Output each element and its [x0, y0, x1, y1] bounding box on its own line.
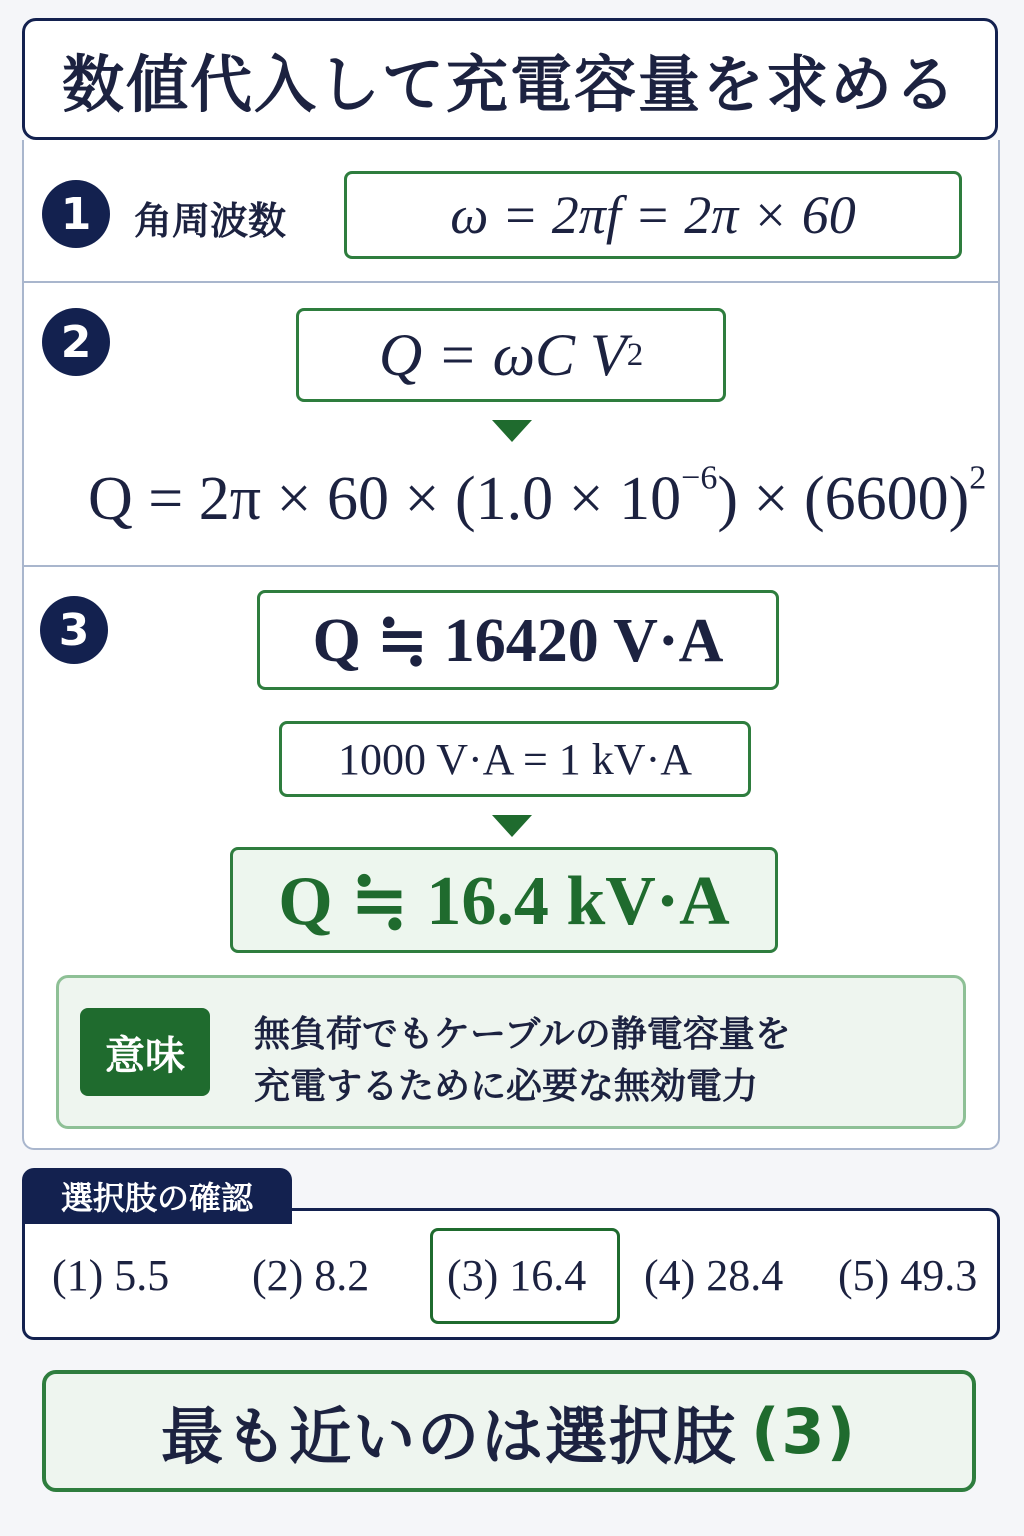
reactive-power-formula: Q = ωC V 2 — [296, 308, 726, 402]
choice-5: (5) 49.3 — [838, 1251, 978, 1300]
step-divider — [22, 281, 1000, 283]
choice-1: (1) 5.5 — [52, 1251, 170, 1300]
answer-text: 最も近いのは選択肢 — [161, 1399, 738, 1473]
down-arrow-icon — [492, 420, 532, 442]
choice-2: (2) 8.2 — [252, 1251, 370, 1300]
step-2-badge: 2 — [42, 308, 110, 376]
result-va-equation: Q ≒ 16420 V·A — [257, 590, 779, 690]
answer-box — [42, 1370, 976, 1492]
step-1-label: 角周波数 — [134, 199, 287, 243]
meaning-line-1: 無負荷でもケーブルの静電容量を — [254, 1014, 791, 1055]
step-divider — [22, 565, 1000, 567]
page-title: 数値代入して充電容量を求める — [61, 47, 958, 121]
substituted-exponent: −6 — [681, 459, 718, 497]
formula-q: Q — [378, 321, 423, 388]
choice-4: (4) 28.4 — [644, 1251, 784, 1300]
down-arrow-icon — [492, 815, 532, 837]
answer-number: (3) — [751, 1394, 857, 1468]
substituted-tail: ) × (6600) — [717, 465, 970, 533]
unit-conversion-equation: 1000 V·A = 1 kV·A — [279, 721, 751, 797]
angular-frequency-equation: ω = 2πf = 2π × 60 — [344, 171, 962, 259]
choice-3: (3) 16.4 — [447, 1251, 587, 1300]
substituted-main: Q = 2π × 60 × (1.0 × 10 — [88, 465, 682, 533]
title-box — [22, 18, 998, 140]
choices-header: 選択肢の確認 — [22, 1168, 292, 1224]
substituted-square: 2 — [969, 459, 987, 497]
step-1-badge: 1 — [42, 180, 110, 248]
formula-rhs: = ωC V — [437, 321, 627, 388]
meaning-badge: 意味 — [80, 1008, 210, 1096]
result-kva-equation: Q ≒ 16.4 kV·A — [230, 847, 778, 953]
meaning-line-2: 充電するために必要な無効電力 — [254, 1066, 759, 1107]
substituted-equation — [88, 459, 987, 535]
step-3-badge: 3 — [40, 596, 108, 664]
